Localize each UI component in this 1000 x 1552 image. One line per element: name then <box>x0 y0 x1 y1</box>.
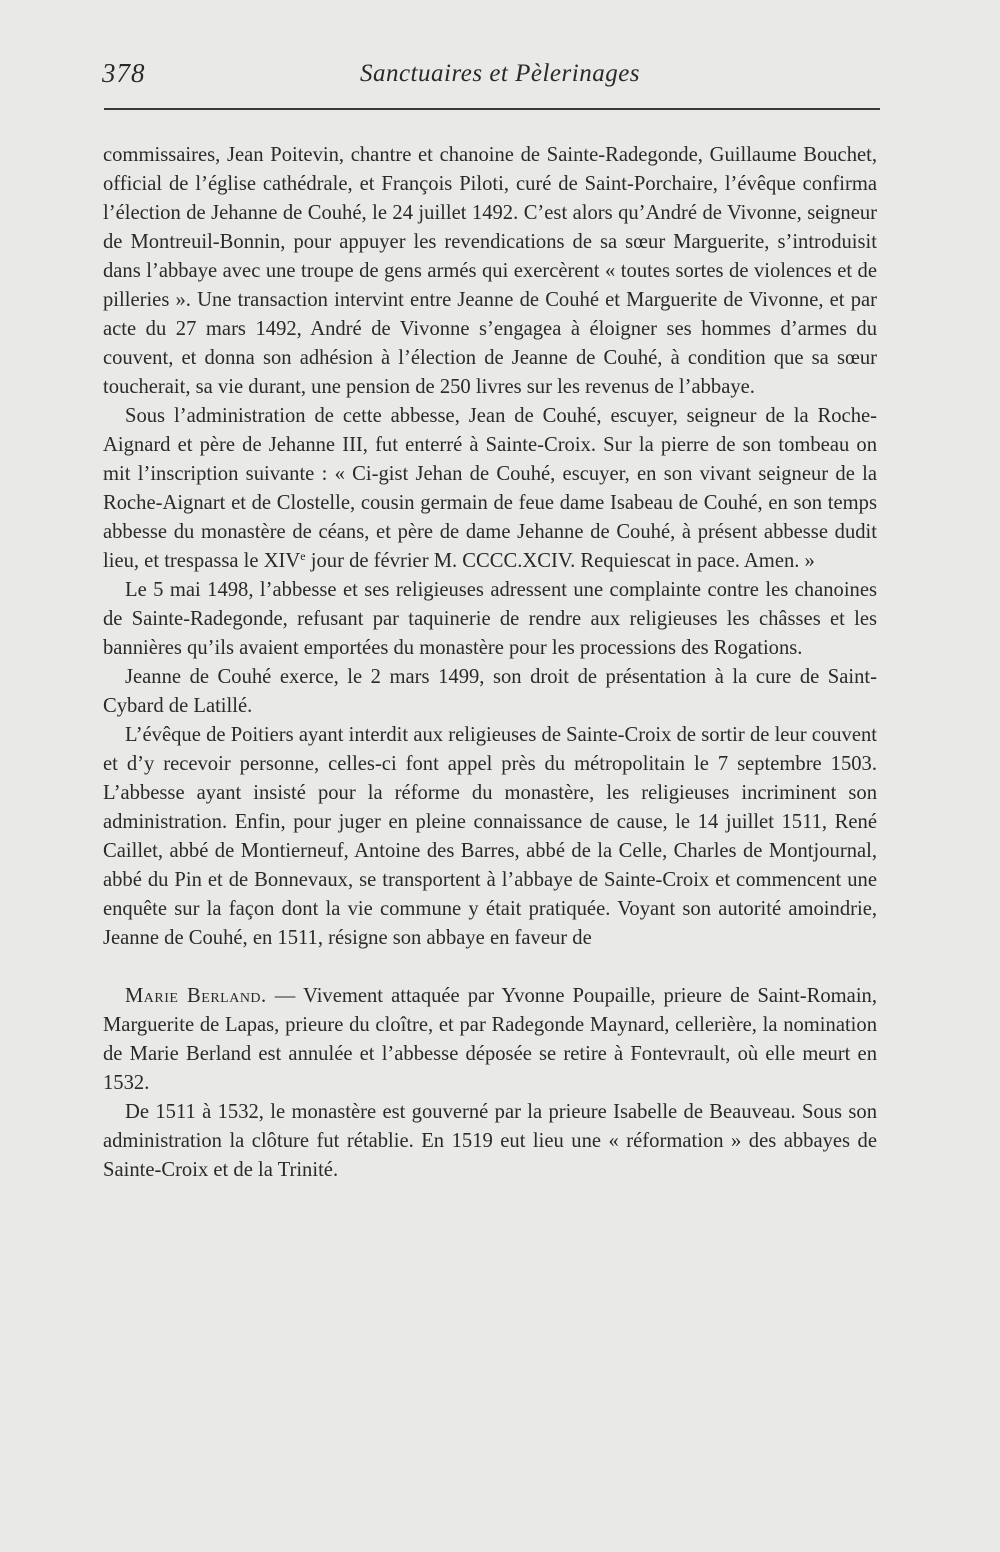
paragraph-bishop: L’évêque de Poitiers ayant interdit aux religieuses de Sainte-Croix de sortir de leur couvent et d’y recevoir personne, celles-ci font appel près du métropolitain le 7 septembre 1503. L’abbesse ayant insisté pour la réforme du monastère, les religieuses incriminent son administration. Enfin, pour juger en pleine connaissance de cause, le 14 juillet 1511, René Caillet, abbé de Montierneuf, Antoine des Barres, abbé de la Celle, Charles de Montjournal, abbé du Pin et de Bonnevaux, se transportent à l’abbaye de Sainte-Croix et commencent une enquête sur la façon dont la vie commune y était pratiquée. Voyant son autorité amoindrie, Jeanne de Couhé, en 1511, résigne son abbaye en faveur de <box>103 724 877 949</box>
paragraph-text: jour de février M. CCCC.XCIV. Requiescat in pace. Amen. » <box>305 550 815 572</box>
page-number: 378 <box>102 58 146 88</box>
header-rule <box>104 108 880 110</box>
superscript: e <box>300 549 306 563</box>
body-text <box>103 141 877 1185</box>
paragraph-marie-berland <box>103 982 877 1098</box>
paragraph-text: — Vivement attaquée par Yvonne Poupaille, prieure de Saint-Romain, Marguerite de Lapas, prieure du cloître, et par Radegonde Maynard, cellerière, la nomination de Marie Berland est annulée et l’abbesse déposée se retire à Fontevrault, où elle meurt en 1532. <box>103 985 877 1094</box>
paragraph-presentation: Jeanne de Couhé exerce, le 2 mars 1499, son droit de présentation à la cure de Saint-Cybard de Latillé. <box>103 666 877 717</box>
running-title: Sanctuaires et Pèlerinages <box>359 60 641 87</box>
section-lead-name: Marie Berland. <box>125 985 267 1007</box>
paragraph-continued: commissaires, Jean Poitevin, chantre et chanoine de Sainte-Radegonde, Guillaume Bouchet, official de l’église cathédrale, et François Piloti, curé de Saint-Porchaire, l’évêque confirma l’élection de Jehanne de Couhé, le 24 juillet 1492. C’est alors qu’André de Vivonne, seigneur de Montreuil-Bonnin, pour appuyer les revendications de sa sœur Marguerite, s’introduisit dans l’abbaye avec une troupe de gens armés qui exercèrent « toutes sortes de violences et de pilleries ». Une transaction intervint entre Jeanne de Couhé et Marguerite de Vivonne, et par acte du 27 mars 1492, André de Vivonne s’engagea à éloigner ses hommes d’armes du couvent, et donna son adhésion à l’élection de Jeanne de Couhé, à condition que sa sœur toucherait, sa vie durant, une pension de 250 livres sur les revenus de l’abbaye. <box>103 144 877 398</box>
paragraph-text: Sous l’administration de cette abbesse, Jean de Couhé, escuyer, seigneur de la Roche-Aignard et père de Jehanne III, fut enterré à Sainte-Croix. Sur la pierre de son tombeau on mit l’inscription suivante : « Ci-gist Jehan de Couhé, escuyer, en son vivant seigneur de la Roche-Aignart et de Clostelle, cousin germain de feue dame Isabeau de Couhé, en son temps abbesse du monastère de céans, et père de dame Jehanne de Couhé, à présent abbesse dudit lieu, et trespassa le XIV <box>103 405 877 572</box>
paragraph-prieure: De 1511 à 1532, le monastère est gouverné par la prieure Isabelle de Beauveau. Sous son administration la clôture fut rétablie. En 1519 eut lieu une « réformation » des abbayes de Sainte-Croix et de la Trinité. <box>103 1101 877 1181</box>
paragraph-epitaph <box>103 402 877 576</box>
paragraph-complaint: Le 5 mai 1498, l’abbesse et ses religieuses adressent une complainte contre les chanoines de Sainte-Radegonde, refusant par taquinerie de rendre aux religieuses les châsses et les bannières qu’ils avaient emportées du monastère pour les processions des Rogations. <box>103 579 877 659</box>
running-head <box>100 58 880 98</box>
